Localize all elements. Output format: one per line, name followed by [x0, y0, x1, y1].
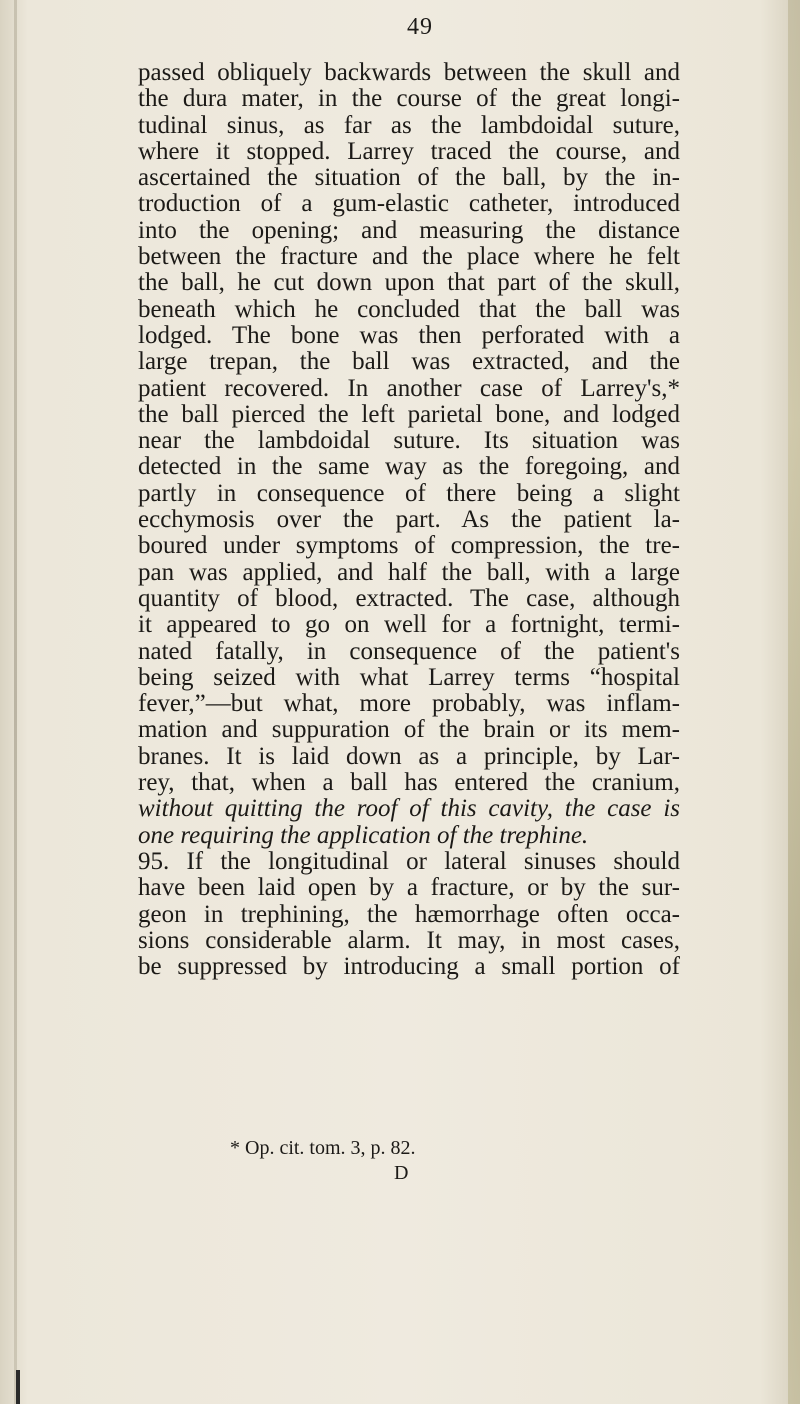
- text-line: the dura mater, in the course of the great longi-: [138, 85, 680, 113]
- text-line: branes. It is laid down as a principle, by Lar-: [138, 742, 680, 770]
- signature-mark: D: [394, 1162, 409, 1184]
- text-line: where it stopped. Larrey traced the course, and: [138, 137, 680, 165]
- binding-mark: [16, 1370, 20, 1404]
- text-line: between the fracture and the place where he felt: [138, 243, 680, 271]
- footnote: * Op. cit. tom. 3, p. 82.: [230, 1137, 416, 1159]
- text-line: the ball, he cut down upon that part of the skull,: [138, 269, 680, 297]
- text-line-italic: one requiring the application of the trephine.: [138, 821, 589, 849]
- text-line: ecchymosis over the part. As the patient la-: [138, 506, 680, 534]
- text-line: pan was applied, and half the ball, with a large: [138, 558, 680, 586]
- text-line: fever,”—but what, more probably, was inflam-: [138, 690, 680, 718]
- body-text: [138, 60, 680, 980]
- text-line: patient recovered. In another case of Larrey's,*: [138, 374, 680, 402]
- text-line-italic: without quitting the roof of this cavity, the case is: [138, 795, 680, 823]
- text-line: large trepan, the ball was extracted, and the: [138, 348, 680, 376]
- text-line: the ball pierced the left parietal bone, and lodged: [138, 400, 680, 428]
- text-line: geon in trephining, the hæmorrhage often occa-: [138, 900, 680, 928]
- text-line: lodged. The bone was then perforated with a: [138, 321, 680, 349]
- text-line: beneath which he concluded that the ball was: [138, 295, 680, 323]
- text-line: 95. If the longitudinal or lateral sinuses should: [138, 847, 680, 875]
- text-line: it appeared to go on well for a fortnight, termi-: [138, 611, 680, 639]
- text-line: mation and suppuration of the brain or its mem-: [138, 716, 680, 744]
- page-number: 49: [407, 14, 433, 40]
- text-line: quantity of blood, extracted. The case, although: [138, 584, 680, 612]
- text-line: sions considerable alarm. It may, in most cases,: [138, 926, 680, 954]
- text-line: have been laid open by a fracture, or by the sur-: [138, 874, 680, 902]
- page-right-edge: [788, 0, 800, 1404]
- text-line: nated fatally, in consequence of the patient's: [138, 637, 680, 665]
- text-line: being seized with what Larrey terms “hospital: [138, 663, 680, 691]
- text-line: boured under symptoms of compression, the tre-: [138, 532, 680, 560]
- text-line: ascertained the situation of the ball, by the in-: [138, 164, 680, 192]
- text-line: partly in consequence of there being a slight: [138, 479, 680, 507]
- text-line: rey, that, when a ball has entered the cranium,: [138, 769, 680, 797]
- text-line: near the lambdoidal suture. Its situation was: [138, 427, 680, 455]
- text-line: be suppressed by introducing a small portion of: [138, 953, 680, 981]
- text-line: detected in the same way as the foregoing, and: [138, 453, 680, 481]
- text-line: into the opening; and measuring the distance: [138, 216, 680, 244]
- page-gutter-edge: [14, 0, 17, 1404]
- text-line: troduction of a gum-elastic catheter, introduced: [138, 190, 680, 218]
- text-line: tudinal sinus, as far as the lambdoidal suture,: [138, 111, 680, 139]
- text-line: passed obliquely backwards between the skull and: [138, 59, 680, 86]
